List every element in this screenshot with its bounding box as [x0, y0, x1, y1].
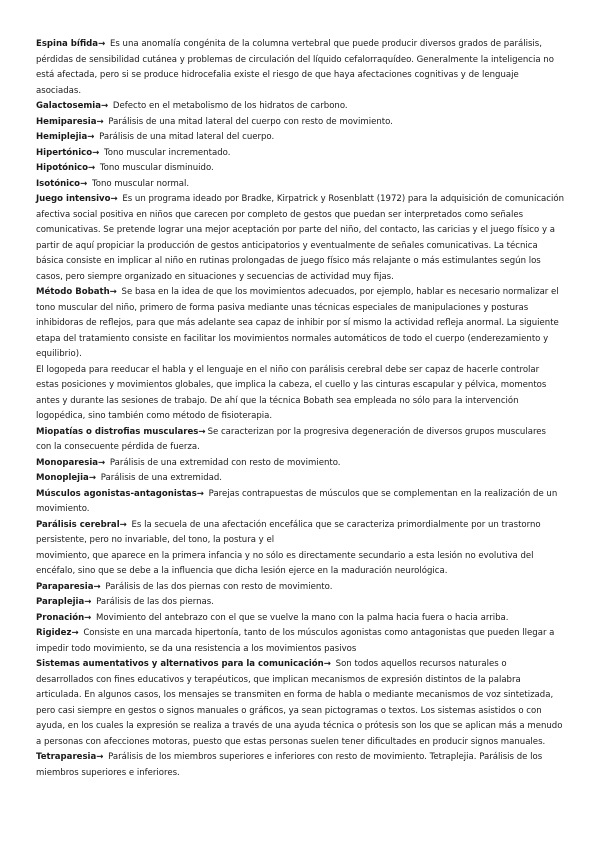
definition: Parálisis de una extremidad. [97, 473, 223, 483]
entry-galactosemia [36, 99, 564, 115]
entry-paralisis-cerebral-continuation [36, 549, 564, 580]
arrow-icon: → [198, 426, 206, 437]
arrow-icon: → [96, 116, 104, 127]
arrow-icon: → [323, 659, 331, 669]
term: Método Bobath [36, 287, 110, 297]
definition: Es un programa ideado por Bradke, Kirpatrick y Rosenblatt (1972) para la adquisición de comunicación afectiva social positiva en niños que carecen por completo de gestos que puedan ser interpretados como señales comunicativas. Se pretende lograr una mejor aceptación por parte del niño, del contacto, las caricias y el juego físico y a partir de aquí propiciar la producción de gestos anticipatorios y eventualmente de señales comunicativas. La técnica básica consiste en implicar al niño en rutinas prolongadas de juego físico más relajante o más estimulantes según los casos, pero siempre organizado en situaciones y secuencias de actividad muy fijas. [36, 194, 565, 282]
term: Monoplejia [36, 473, 89, 483]
definition: Parálisis de las dos piernas con resto de movimiento. [102, 581, 333, 592]
arrow-icon: → [109, 287, 117, 297]
definition: Parálisis de una mitad lateral del cuerpo con resto de movimiento. [105, 116, 393, 127]
arrow-icon: → [71, 628, 79, 638]
arrow-icon: → [196, 488, 204, 499]
definition: Tono muscular disminuido. [97, 163, 214, 173]
entry-hipotonico [36, 161, 564, 177]
arrow-icon: → [87, 163, 96, 173]
definition: Es la secuela de una afectación encefálica que se caracteriza primordialmente por un trastorno persistente, pero no invariable, del tono, la postura y el [36, 519, 541, 545]
term: Isotónico [36, 178, 81, 189]
entry-juego-intensivo [36, 192, 564, 285]
definition: Parálisis de las dos piernas. [93, 597, 214, 607]
arrow-icon: → [84, 612, 92, 623]
arrow-icon: → [92, 147, 100, 158]
term: Rigidez [36, 628, 72, 638]
entry-miopatias [36, 425, 564, 456]
term: Monoparesia [36, 457, 99, 468]
term: Músculos agonistas-antagonistas [36, 488, 197, 499]
definition: Se basa en la idea de que los movimientos adecuados, por ejemplo, hablar es necesario normalizar el tono muscular del niño, primero de forma pasiva mediante unas técnicas especiales de manipulaciones y posturas inhibidoras de reflejos, para que más adelante sea capaz de inhibir por sí mismo la actividad refleja anormal. La siguiente etapa del tratamiento consiste en facilitar los movimientos normales automáticos de todo el cuerpo (enderezamiento y equilibrio). [36, 287, 559, 359]
definition: Parálisis de los miembros superiores e inferiores con resto de movimiento. Tetraplejia. Parálisis de los miembros superiores e inferiores. [36, 752, 543, 778]
entry-hipertonico [36, 146, 564, 162]
entry-tetraparesia [36, 750, 564, 781]
term: Galactosemia [36, 101, 101, 111]
term: Hemiplejia [36, 132, 88, 142]
term: Espina bífida [36, 39, 99, 49]
arrow-icon: → [80, 178, 88, 189]
paragraph-logopeda [36, 363, 564, 425]
definition: Son todos aquellos recursos naturales o desarrollados con fines educativos y terapéuticos, que implican mecanismos de expresión distintos de la palabra articulada. En algunos casos, los mensajes se transmiten en forma de habla o mediante mecanismos de voz sintetizada, pero casi siempre en gestos o signos manuales o gráficos, ya sean pictogramas o textos. Los sistemas asistidos o con ayuda, en los cuales la expresión se realiza a través de una ayuda técnica o prótesis son los que se aplican más a menudo a personas con afecciones motoras, puesto que estas personas suelen tener dificultades en producir signos manuales. [36, 659, 563, 747]
entry-paralisis-cerebral [36, 518, 564, 549]
term: Paraplejia [36, 597, 85, 607]
term: Miopatías o distrofias musculares [36, 426, 199, 437]
entry-isotonico [36, 177, 564, 193]
entry-monoparesia [36, 456, 564, 472]
entry-rigidez [36, 626, 564, 657]
entry-espina-bifida [36, 37, 564, 99]
entry-paraparesia [36, 580, 564, 596]
arrow-icon: → [101, 101, 109, 111]
arrow-icon: → [98, 39, 106, 49]
definition: Defecto en el metabolismo de los hidratos de carbono. [110, 101, 348, 111]
definition: Parejas contrapuestas de músculos que se complementan en la realización de un movimiento. [36, 488, 558, 514]
definition: Tono muscular incrementado. [101, 147, 231, 158]
term: Juego intensivo [36, 194, 111, 204]
entry-hemiparesia [36, 115, 564, 131]
arrow-icon: → [98, 457, 106, 468]
entry-metodo-bobath [36, 285, 564, 363]
definition: Es una anomalía congénita de la columna vertebral que puede producir diversos grados de parálisis, pérdidas de sensibilidad cutánea y problemas de circulación del líquido cefalorraquídeo. Generalmente la inteligencia no está afectada, pero si se produce hidrocefalia existe el riesgo de que haya afectaciones cognitivas y de lenguaje asociadas. [36, 39, 554, 96]
arrow-icon: → [93, 581, 101, 592]
glossary-document [36, 37, 564, 781]
term: Hemiparesia [36, 116, 97, 127]
definition-continuation: movimiento, que aparece en la primera infancia y no sólo es directamente secundario a esta lesión no evolutiva del encéfalo, sino que se debe a la influencia que dicha lesión ejerce en la maduración neurológica. [36, 550, 534, 576]
entry-pronacion [36, 611, 564, 627]
entry-hemiplejia [36, 130, 564, 146]
definition: Movimiento del antebrazo con el que se vuelve la mano con la palma hacia fuera o hacia arriba. [93, 612, 509, 623]
arrow-icon: → [87, 132, 95, 142]
entry-paraplejia [36, 595, 564, 611]
arrow-icon: → [119, 519, 127, 530]
term: Paraparesia [36, 581, 94, 592]
arrow-icon: → [110, 194, 118, 204]
arrow-icon: → [96, 752, 104, 762]
definition: Consiste en una marcada hipertonía, tanto de los músculos agonistas como antagonistas que pueden llegar a impedir todo movimiento, se da una resistencia a los movimientos pasivos [36, 628, 555, 654]
term: Hipotónico [36, 163, 88, 173]
paragraph-text: El logopeda para reeducar el habla y el lenguaje en el niño con parálisis cerebral debe ser capaz de hacerle controlar estas posiciones y movimientos globales, que implica la cabeza, el cuello y las cinturas escapular y pélvica, momentos antes y durante las sesiones de trabajo. De ahí que la técnica Bobath sea empleada no sólo para la intervención logopédica, sino también como método de fisioterapia. [36, 364, 547, 421]
definition: Parálisis de una extremidad con resto de movimiento. [107, 457, 341, 468]
entry-monoplejia [36, 471, 564, 487]
term: Tetraparesia [36, 752, 97, 762]
entry-sistemas-aumentativos [36, 657, 564, 750]
definition: Parálisis de una mitad lateral del cuerpo. [96, 132, 275, 142]
arrow-icon: → [88, 473, 96, 483]
arrow-icon: → [84, 597, 92, 607]
term: Pronación [36, 612, 85, 623]
term: Sistemas aumentativos y alternativos para la comunicación [36, 659, 324, 669]
term: Parálisis cerebral [36, 519, 120, 530]
entry-musculos-agonistas [36, 487, 564, 518]
definition: Tono muscular normal. [89, 178, 190, 189]
definition: Se caracterizan por la progresiva degeneración de diversos grupos musculares con la consecuente pérdida de fuerza. [36, 426, 547, 452]
term: Hipertónico [36, 147, 93, 158]
